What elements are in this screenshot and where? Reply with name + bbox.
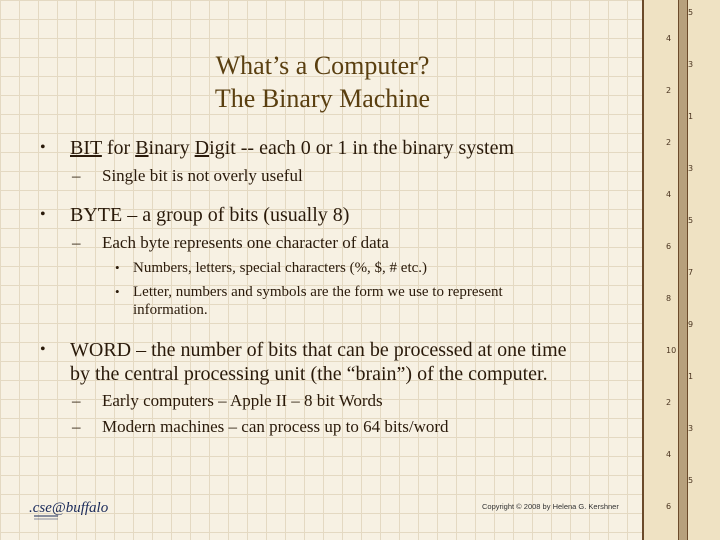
- word-line2: by the central processing unit (the “brain”) of the computer.: [70, 363, 548, 385]
- copyright-text: Copyright © 2008 by Helena G. Kershner: [482, 502, 619, 511]
- ruler-number: 5: [688, 8, 694, 17]
- bullet-dot: •: [115, 284, 120, 299]
- sub-bullet-text: Single bit is not overly useful: [102, 166, 303, 185]
- ruler-number: 6: [666, 502, 672, 511]
- ruler-number: 4: [666, 190, 672, 199]
- ruler-number: 5: [688, 476, 694, 485]
- bullet-byte: [40, 203, 350, 227]
- sub-bullet-text: Each byte represents one character of data: [102, 233, 389, 252]
- bit-b-underlined: B: [135, 137, 149, 159]
- dash-marker: –: [72, 166, 81, 185]
- sub-bullet-word-2: [72, 417, 449, 437]
- bullet-bit: [40, 136, 514, 160]
- ruler-decoration: [642, 0, 720, 540]
- ruler-number: 5: [688, 216, 694, 225]
- bullet-dot: •: [40, 206, 46, 223]
- subsub-text: Numbers, letters, special characters (%, $, # etc.): [133, 260, 428, 276]
- slide-title-line1: What’s a Computer?: [215, 51, 430, 80]
- subsub-bullet-byte-2: [115, 283, 503, 319]
- bullet-word: [40, 338, 567, 386]
- sub-bullet-word-1: [72, 391, 383, 411]
- bit-rest: igit -- each 0 or 1 in the binary system: [209, 137, 514, 159]
- word-line1: WORD – the number of bits that can be processed at one time: [70, 339, 567, 361]
- ruler-number: 7: [688, 268, 694, 277]
- subsub-text-line1: Letter, numbers and symbols are the form we use to represent: [133, 284, 503, 300]
- sub-bullet-text: Early computers – Apple II – 8 bit Words: [102, 391, 383, 410]
- ruler-number: 4: [666, 34, 672, 43]
- ruler-track: [678, 0, 688, 540]
- dash-marker: –: [72, 391, 81, 410]
- ruler-number: 2: [666, 86, 672, 95]
- sub-bullet-bit-1: [72, 166, 303, 186]
- bit-term: BIT: [70, 137, 102, 159]
- sub-bullet-byte-1: [72, 233, 389, 253]
- ruler-number: 1: [688, 372, 694, 381]
- ruler-number: 10: [666, 346, 677, 355]
- ruler-number: 9: [688, 320, 694, 329]
- bit-d-underlined: D: [194, 137, 210, 159]
- slide-title-line2: The Binary Machine: [214, 84, 431, 113]
- subsub-bullet-byte-1: [115, 259, 428, 277]
- bit-inary: inary: [148, 137, 195, 159]
- ruler-number: 3: [688, 424, 694, 433]
- dash-marker: –: [72, 417, 81, 436]
- ruler-number: 6: [666, 242, 672, 251]
- ruler-number: 2: [666, 138, 672, 147]
- bullet-dot: •: [115, 260, 120, 275]
- ruler-number: 2: [666, 398, 672, 407]
- ruler-number: 8: [666, 294, 672, 303]
- ruler-number: 3: [688, 164, 694, 173]
- ruler-number: 1: [688, 112, 694, 121]
- svg-text:.cse@buffalo: .cse@buffalo: [29, 500, 109, 516]
- bullet-dot: •: [40, 341, 46, 358]
- ruler-number: 3: [688, 60, 694, 69]
- dash-marker: –: [72, 233, 81, 252]
- byte-text: BYTE – a group of bits (usually 8): [70, 204, 350, 226]
- bullet-dot: •: [40, 139, 46, 156]
- cse-buffalo-logo: [28, 492, 120, 526]
- bit-for: for: [101, 137, 136, 159]
- subsub-text-line2: information.: [133, 302, 208, 318]
- sub-bullet-text: Modern machines – can process up to 64 bits/word: [102, 417, 449, 436]
- ruler-number: 4: [666, 450, 672, 459]
